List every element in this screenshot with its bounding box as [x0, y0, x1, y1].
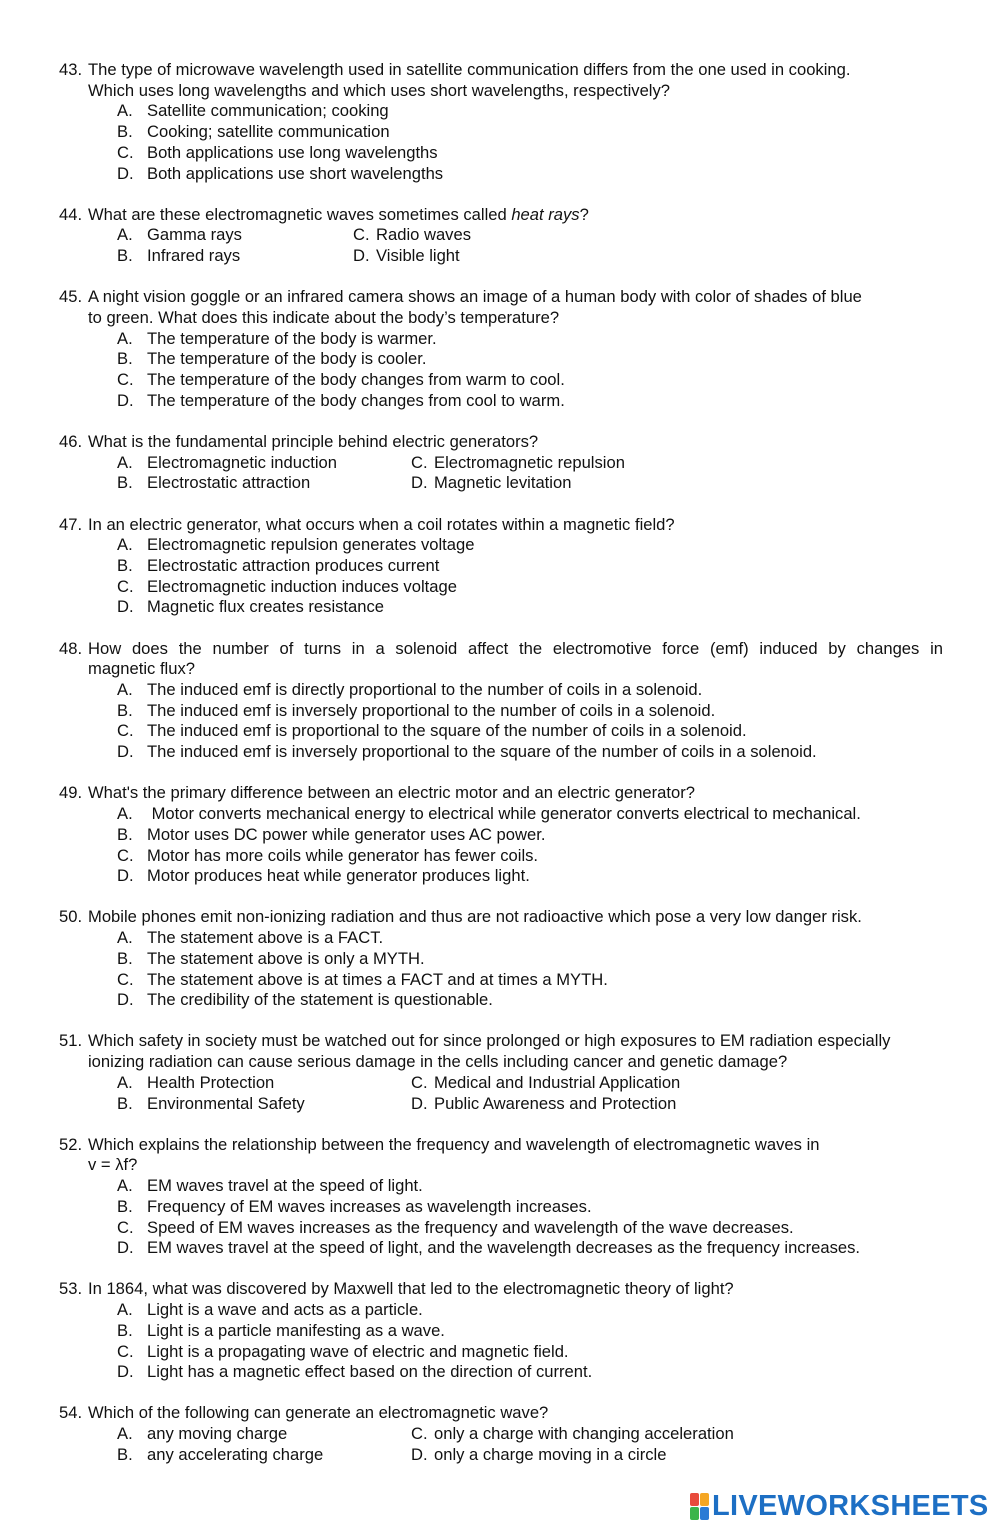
- question-text: Mobile phones emit non-ionizing radiation and thus are not radioactive which pose a very low danger risk.: [88, 907, 862, 927]
- options-list: [117, 804, 943, 887]
- question-46: [59, 432, 943, 494]
- question-43: [59, 60, 943, 184]
- option-a[interactable]: A. Light is a wave and acts as a particle.: [117, 1300, 423, 1320]
- question-number: 44.: [59, 204, 83, 224]
- option-d[interactable]: D. Magnetic flux creates resistance: [117, 597, 385, 617]
- option-c[interactable]: C. The induced emf is proportional to the square of the number of coils in a solenoid.: [117, 721, 747, 741]
- question-number: 50.: [59, 907, 83, 927]
- option-c[interactable]: C. The statement above is at times a FACT and at times a MYTH.: [117, 969, 608, 989]
- question-text: A night vision goggle or an infrared camera shows an image of a human body with color of shades of blue to green. What does this indicate about the body’s temperature?: [88, 287, 862, 328]
- options-grid: [117, 1424, 943, 1465]
- option-b[interactable]: B. The temperature of the body is cooler.: [117, 349, 427, 369]
- option-b[interactable]: B. The statement above is only a MYTH.: [117, 948, 425, 968]
- logo-mark-icon: [690, 1493, 709, 1520]
- question-text: In 1864, what was discovered by Maxwell that led to the electromagnetic theory of light?: [88, 1279, 734, 1299]
- option-d[interactable]: D. Light has a magnetic effect based on the direction of current.: [117, 1362, 593, 1382]
- option-b[interactable]: B. Environmental Safety: [117, 1093, 305, 1113]
- logo-text: LIVEWORKSHEETS: [712, 1489, 989, 1522]
- question-53: [59, 1279, 943, 1383]
- option-b[interactable]: B. any accelerating charge: [117, 1444, 324, 1464]
- options-list: [117, 680, 943, 763]
- question-number: 46.: [59, 432, 83, 452]
- options-list: [117, 1176, 943, 1259]
- option-b[interactable]: B. Electrostatic attraction produces current: [117, 556, 440, 576]
- options-grid: [117, 453, 943, 494]
- question-text: What is the fundamental principle behind electric generators?: [88, 432, 539, 452]
- option-a[interactable]: A. any moving charge: [117, 1424, 288, 1444]
- question-52: [59, 1135, 943, 1259]
- option-a[interactable]: A. EM waves travel at the speed of light.: [117, 1176, 423, 1196]
- option-c[interactable]: C. Radio waves: [353, 225, 472, 245]
- question-number: 53.: [59, 1279, 83, 1299]
- logo-mark-tile-3: [690, 1507, 699, 1520]
- question-text: The type of microwave wavelength used in satellite communication differs from the one used in cooking. Which uses long wavelengths and which uses short wavelengths, respectively?: [88, 60, 851, 100]
- logo-mark-tile-2: [700, 1493, 709, 1506]
- logo-mark-tile-4: [700, 1507, 709, 1520]
- option-b[interactable]: B. Cooking; satellite communication: [117, 122, 390, 142]
- logo-mark-tile-1: [690, 1493, 699, 1506]
- question-text: In an electric generator, what occurs when a coil rotates within a magnetic field?: [88, 514, 675, 534]
- option-d[interactable]: D. The credibility of the statement is questionable.: [117, 990, 493, 1010]
- question-number: 54.: [59, 1403, 83, 1423]
- option-a[interactable]: A. The induced emf is directly proportional to the number of coils in a solenoid.: [117, 680, 703, 700]
- option-b[interactable]: B. The induced emf is inversely proportional to the number of coils in a solenoid.: [117, 700, 716, 720]
- question-number: 47.: [59, 514, 83, 534]
- option-a[interactable]: A. Satellite communication; cooking: [117, 101, 389, 121]
- question-text: How does the number of turns in a solenoid affect the electromotive force (emf) induced by changes in magnetic flux?: [88, 638, 943, 679]
- option-c[interactable]: C. Medical and Industrial Application: [411, 1072, 681, 1092]
- options-list: [117, 928, 943, 1011]
- option-d[interactable]: D. The induced emf is inversely proportional to the square of the number of coils in a solenoid.: [117, 742, 817, 762]
- options-list: [117, 101, 943, 184]
- option-c[interactable]: C. The temperature of the body changes from warm to cool.: [117, 370, 565, 390]
- question-text: What are these electromagnetic waves sometimes called heat rays?: [88, 204, 589, 224]
- question-number: 49.: [59, 783, 83, 803]
- question-51: [59, 1031, 943, 1114]
- options-list: [117, 535, 943, 618]
- option-a[interactable]: A. Gamma rays: [117, 225, 242, 245]
- option-a[interactable]: A. Electromagnetic repulsion generates voltage: [117, 535, 475, 555]
- options-list: [117, 1300, 943, 1383]
- option-d[interactable]: D. Public Awareness and Protection: [411, 1093, 677, 1113]
- question-number: 45.: [59, 287, 83, 307]
- italic-term: heat rays: [511, 204, 580, 224]
- option-c[interactable]: C. Electromagnetic induction induces voltage: [117, 576, 457, 596]
- option-b[interactable]: B. Motor uses DC power while generator uses AC power.: [117, 824, 546, 844]
- question-49: [59, 783, 943, 887]
- question-47: [59, 515, 943, 619]
- question-number: 48.: [59, 638, 83, 658]
- option-b[interactable]: B. Infrared rays: [117, 246, 241, 266]
- option-a[interactable]: A. The temperature of the body is warmer.: [117, 328, 437, 348]
- option-b[interactable]: B. Frequency of EM waves increases as wavelength increases.: [117, 1196, 592, 1216]
- option-d[interactable]: D. Magnetic levitation: [411, 473, 572, 493]
- option-d[interactable]: D. EM waves travel at the speed of light, and the wavelength decreases as the frequency increases.: [117, 1238, 861, 1258]
- option-a[interactable]: A. Electromagnetic induction: [117, 452, 338, 472]
- option-c[interactable]: C. only a charge with changing acceleration: [411, 1424, 734, 1444]
- question-text: Which of the following can generate an electromagnetic wave?: [88, 1403, 549, 1423]
- option-c[interactable]: C. Motor has more coils while generator has fewer coils.: [117, 845, 539, 865]
- option-c[interactable]: C. Electromagnetic repulsion: [411, 452, 625, 472]
- question-50: [59, 907, 943, 1011]
- question-44: [59, 205, 943, 267]
- option-b[interactable]: B. Electrostatic attraction: [117, 473, 311, 493]
- options-grid: [117, 225, 943, 266]
- option-d[interactable]: D. only a charge moving in a circle: [411, 1444, 667, 1464]
- option-a[interactable]: A. Motor converts mechanical energy to electrical while generator converts electrical to mechanical.: [117, 804, 861, 824]
- question-number: 43.: [59, 60, 83, 79]
- option-c[interactable]: C. Light is a propagating wave of electric and magnetic field.: [117, 1341, 569, 1361]
- option-c[interactable]: C. Speed of EM waves increases as the frequency and wavelength of the wave decreases.: [117, 1217, 794, 1237]
- option-d[interactable]: D. Both applications use short wavelengths: [117, 163, 444, 183]
- worksheet-page: [59, 60, 943, 1486]
- option-c[interactable]: C. Both applications use long wavelengths: [117, 142, 438, 162]
- question-54: [59, 1403, 943, 1465]
- option-d[interactable]: D. The temperature of the body changes from cool to warm.: [117, 390, 565, 410]
- question-48: [59, 639, 943, 763]
- options-grid: [117, 1073, 943, 1114]
- option-b[interactable]: B. Light is a particle manifesting as a wave.: [117, 1320, 445, 1340]
- options-list: [117, 329, 943, 412]
- option-d[interactable]: D. Visible light: [353, 246, 460, 266]
- option-a[interactable]: A. Health Protection: [117, 1072, 275, 1092]
- question-number: 52.: [59, 1134, 83, 1154]
- option-d[interactable]: D. Motor produces heat while generator produces light.: [117, 866, 530, 886]
- option-a[interactable]: A. The statement above is a FACT.: [117, 928, 384, 948]
- liveworksheets-logo[interactable]: [690, 1490, 989, 1522]
- question-text: Which safety in society must be watched out for since prolonged or high exposures to EM radiation especially ionizing radiation can cause serious damage in the cells including cancer and genetic damage?: [88, 1031, 891, 1072]
- question-number: 51.: [59, 1031, 83, 1051]
- question-text: Which explains the relationship between the frequency and wavelength of electromagnetic waves in v = λf?: [88, 1134, 820, 1175]
- question-text: What's the primary difference between an electric motor and an electric generator?: [88, 783, 696, 803]
- question-45: [59, 287, 943, 411]
